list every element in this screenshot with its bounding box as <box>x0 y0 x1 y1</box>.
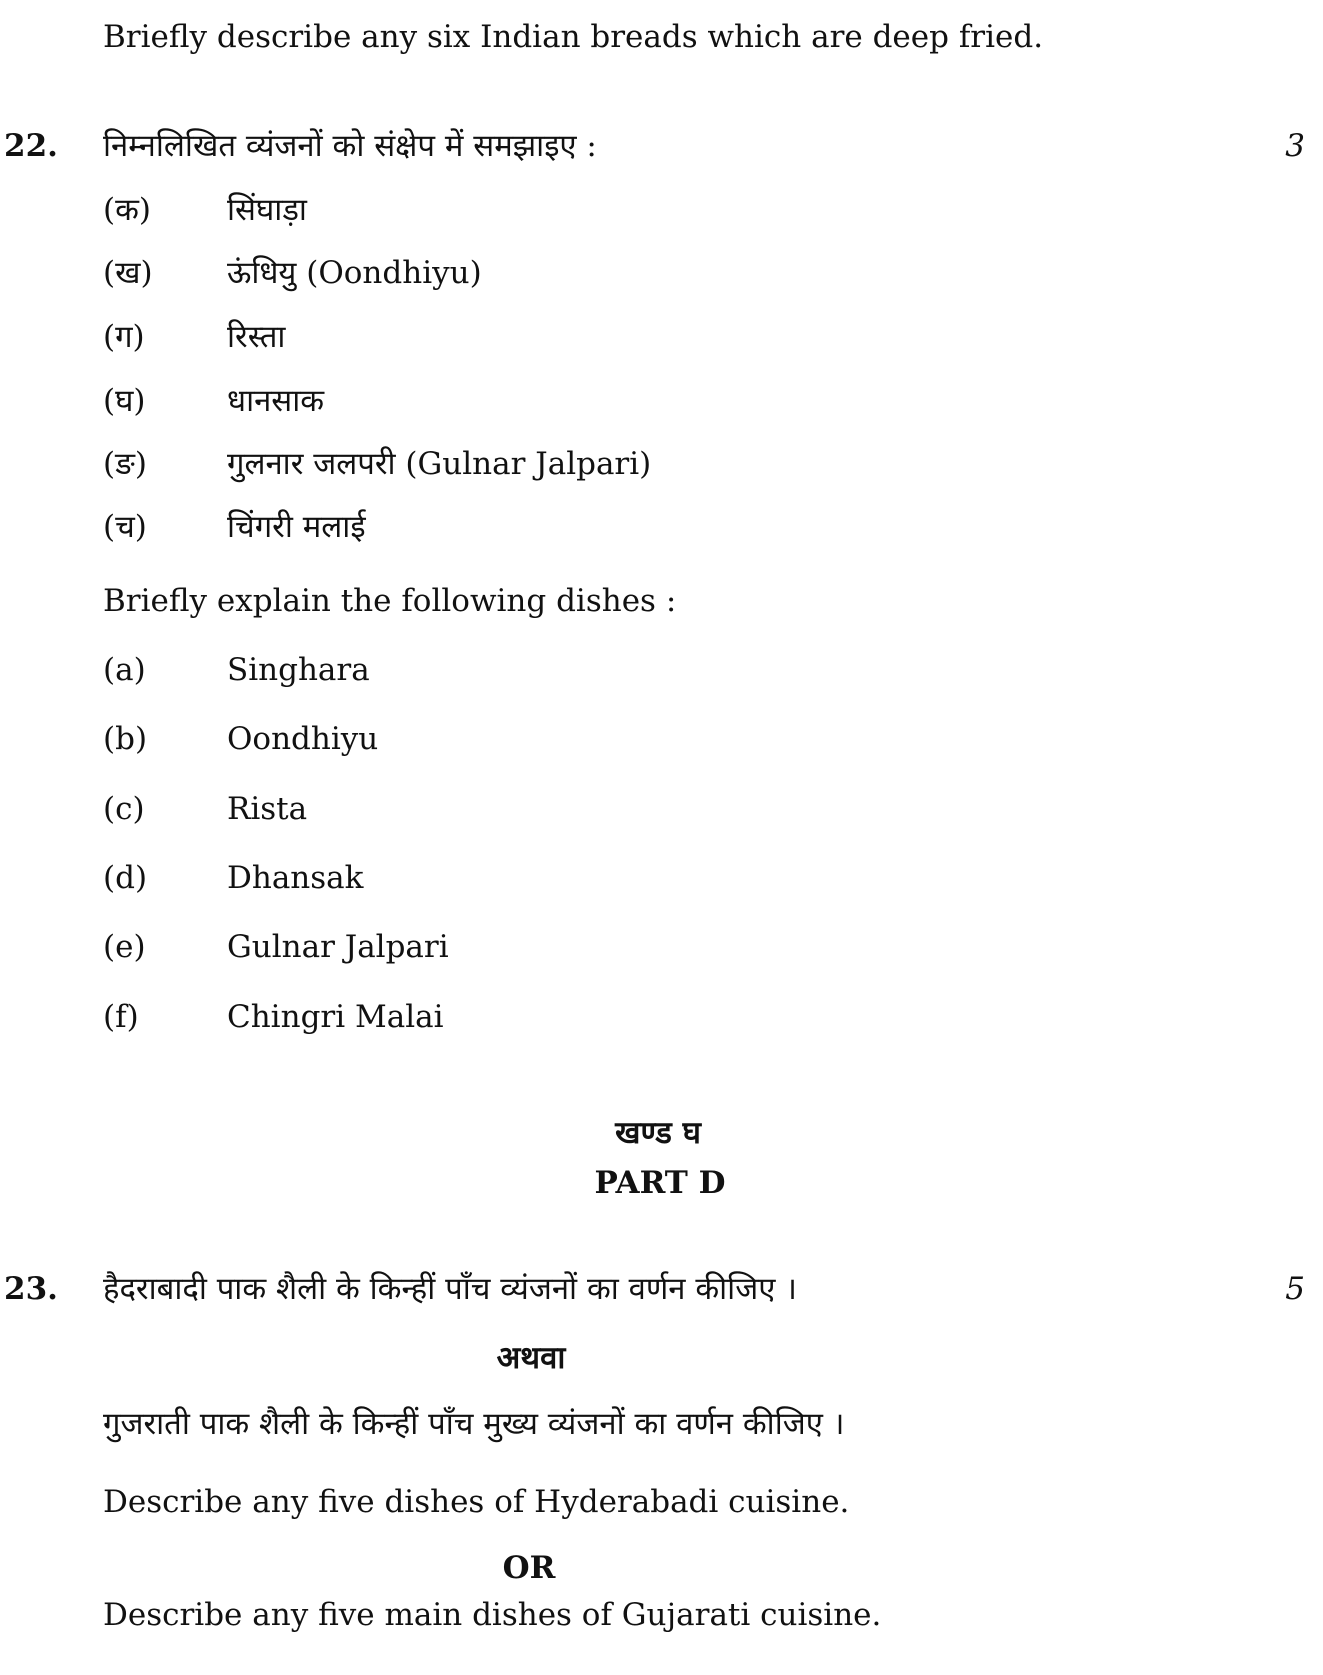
prev-question-english: Briefly describe any six Indian breads which are deep fried. <box>103 19 1044 55</box>
q22-hindi-prompt: निम्नलिखित व्यंजनों को संक्षेप में समझाइए : <box>103 128 597 164</box>
list-item: गुलनार जलपरी (Gulnar Jalpari) <box>227 446 652 482</box>
q23-english-main: Describe any five dishes of Hyderabadi cuisine. <box>103 1484 850 1520</box>
item-label: (b) <box>103 721 148 757</box>
item-label: (d) <box>103 860 148 896</box>
list-item: Singhara <box>227 652 370 688</box>
item-label: (ङ) <box>103 446 147 482</box>
list-item: Chingri Malai <box>227 999 444 1035</box>
list-item: चिंगरी मलाई <box>227 509 366 545</box>
question-number-23: 23. <box>4 1271 58 1307</box>
list-item: धानसाक <box>227 383 325 419</box>
list-item: ऊंधियु (Oondhiyu) <box>227 255 482 291</box>
item-label: (f) <box>103 999 139 1035</box>
q23-english-alt: Describe any five main dishes of Gujarati cuisine. <box>103 1597 882 1633</box>
q23-marks: 5 <box>1285 1271 1305 1307</box>
item-label: (ख) <box>103 255 153 291</box>
list-item: Dhansak <box>227 860 364 896</box>
item-label: (a) <box>103 652 146 688</box>
item-label: (ग) <box>103 319 145 355</box>
item-label: (घ) <box>103 383 146 419</box>
q23-hindi-main: हैदराबादी पाक शैली के किन्हीं पाँच व्यंजनों का वर्णन कीजिए । <box>103 1271 797 1307</box>
item-label: (e) <box>103 929 146 965</box>
list-item: सिंघाड़ा <box>227 192 307 228</box>
question-number-22: 22. <box>4 128 58 164</box>
or-hindi: अथवा <box>496 1340 566 1376</box>
item-label: (च) <box>103 509 147 545</box>
item-label: (c) <box>103 791 145 827</box>
list-item: Oondhiyu <box>227 721 379 757</box>
q22-marks: 3 <box>1285 128 1305 164</box>
section-heading-hindi: खण्ड घ <box>615 1115 701 1151</box>
q22-english-prompt: Briefly explain the following dishes : <box>103 583 677 619</box>
or-english: OR <box>502 1550 556 1586</box>
section-heading-english: PART D <box>594 1165 726 1201</box>
list-item: रिस्ता <box>227 319 286 355</box>
q23-hindi-alt: गुजराती पाक शैली के किन्हीं पाँच मुख्य व्यंजनों का वर्णन कीजिए । <box>103 1406 845 1442</box>
list-item: Rista <box>227 791 308 827</box>
list-item: Gulnar Jalpari <box>227 929 449 965</box>
item-label: (क) <box>103 192 151 228</box>
